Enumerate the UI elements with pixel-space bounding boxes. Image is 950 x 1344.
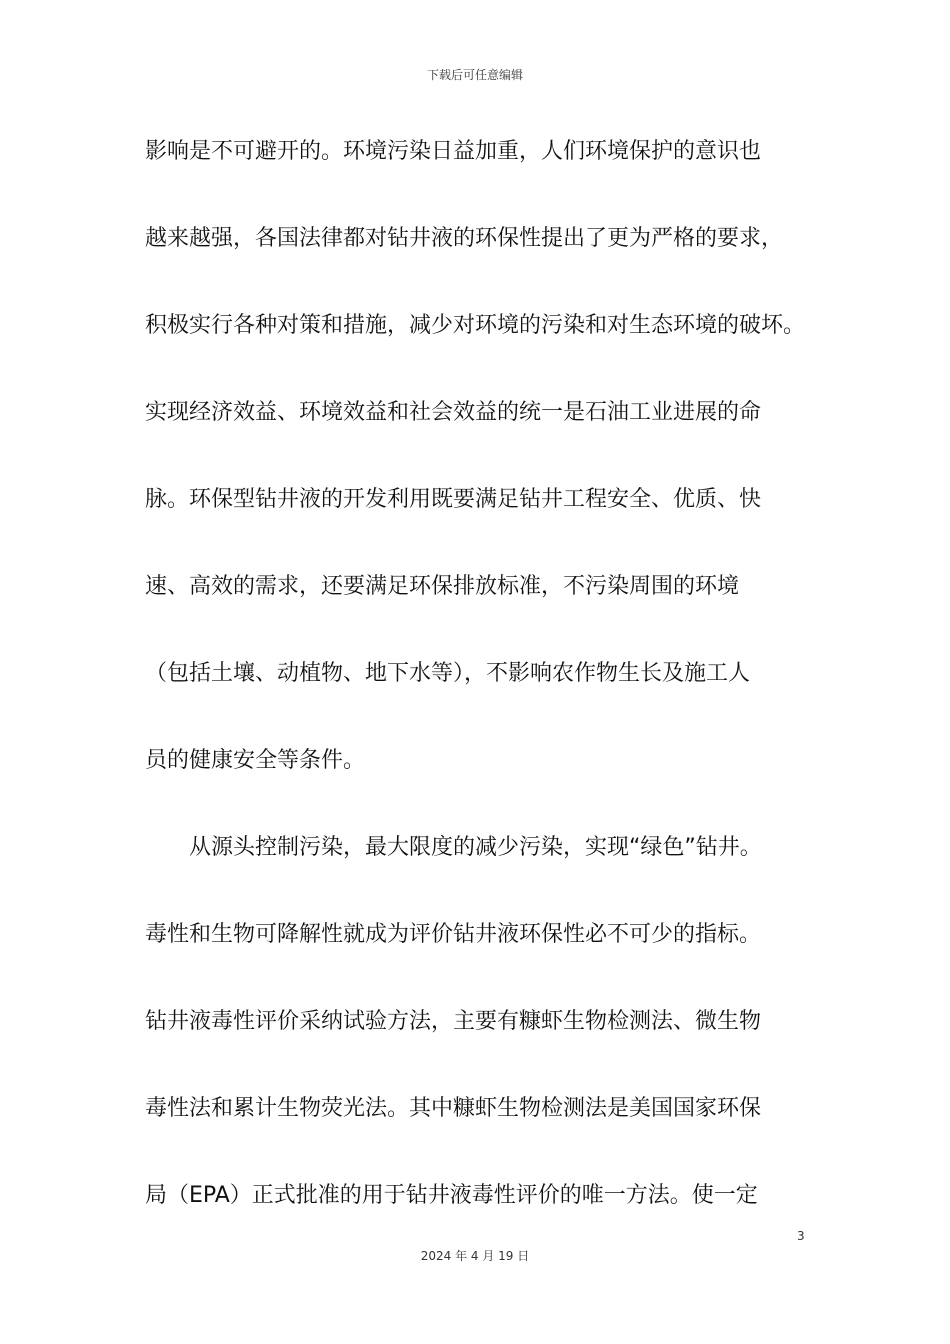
text-line: 积极实行各种对策和措施，减少对环境的污染和对生态环境的破坏。: [145, 313, 806, 338]
text-line: 速、高效的需求，还要满足环保排放标准，不污染周围的环境: [145, 574, 740, 599]
text-line: （包括土壤、动植物、地下水等），不影响农作物生长及施工人: [145, 661, 751, 686]
text-line: 局（EPA）正式批准的用于钻井液毒性评价的唯一方法。使一定: [145, 1183, 758, 1208]
text-line: 脉。环保型钻井液的开发利用既要满足钻井工程安全、优质、快: [145, 487, 762, 512]
text-line: 影响是不可避开的。环境污染日益加重，人们环境保护的意识也: [145, 139, 762, 164]
text-line: 越来越强，各国法律都对钻井液的环保性提出了更为严格的要求，: [145, 226, 784, 251]
text-line: 钻井液毒性评价采纳试验方法，主要有糠虾生物检测法、微生物: [145, 1009, 762, 1034]
text-line: 毒性法和累计生物荧光法。其中糠虾生物检测法是美国国家环保: [145, 1096, 762, 1121]
text-line: 毒性和生物可降解性就成为评价钻井液环保性必不可少的指标。: [145, 922, 762, 947]
page-header: 下载后可任意编辑: [426, 68, 523, 82]
footer-date: 2024 年 4 月 19 日: [420, 1249, 530, 1263]
text-line-paragraph-start: 从源头控制污染，最大限度的减少污染，实现“绿色”钻井。: [189, 835, 762, 860]
body-text: [145, 128, 835, 1259]
text-line: 实现经济效益、环境效益和社会效益的统一是石油工业进展的命: [145, 400, 762, 425]
text-line: 员的健康安全等条件。: [145, 748, 366, 773]
page-number: 3: [797, 1229, 805, 1243]
